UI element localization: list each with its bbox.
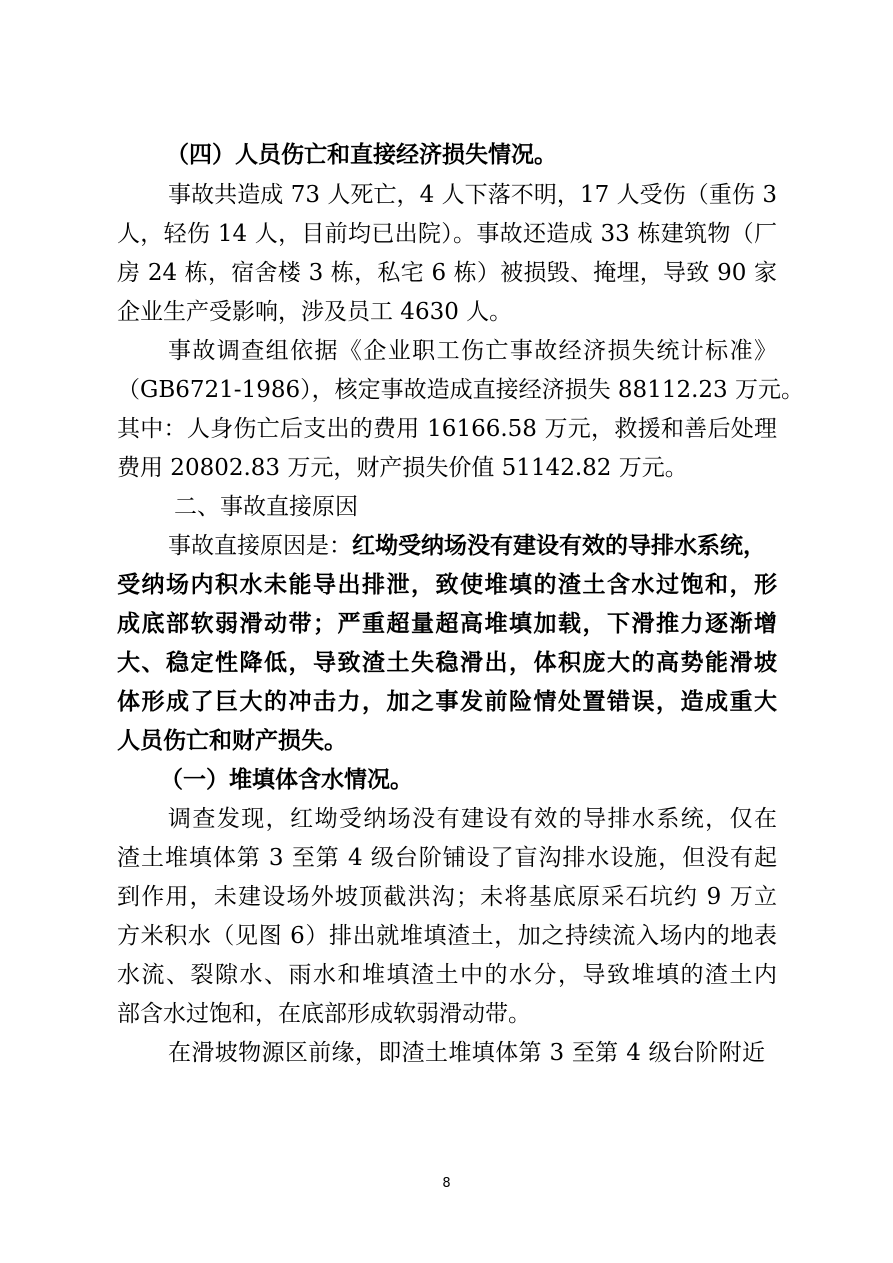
- paragraph-line: 事故共造成 73 人死亡，4 人下落不明，17 人受伤（重伤 3: [168, 182, 777, 208]
- paragraph-line: 部含水过饱和，在底部形成软弱滑动带。: [117, 1001, 531, 1027]
- paragraph-line-bold: 成底部软弱滑动带；严重超量超高堆填加载，下滑推力逐渐增: [117, 610, 777, 637]
- paragraph-line: 在滑坡物源区前缘，即渣土堆填体第 3 至第 4 级台阶附近: [168, 1040, 765, 1066]
- section-heading-water-content: （一）堆填体含水情况。: [160, 766, 413, 793]
- paragraph-line-bold: 大、稳定性降低，导致渣土失稳滑出，体积庞大的高势能滑坡: [117, 649, 777, 676]
- paragraph-line: 房 24 栋，宿舍楼 3 栋，私宅 6 栋）被损毁、掩埋，导致 90 家: [117, 260, 777, 286]
- paragraph-line: 费用 20802.83 万元，财产损失价值 51142.82 万元。: [117, 455, 688, 481]
- paragraph-line: 企业生产受影响，涉及员工 4630 人。: [117, 299, 513, 325]
- section-heading-direct-cause: 二、事故直接原因: [174, 494, 358, 520]
- paragraph-line-bold: 体形成了巨大的冲击力，加之事发前险情处置错误，造成重大: [117, 688, 777, 715]
- paragraph-line: 其中：人身伤亡后支出的费用 16166.58 万元，救援和善后处理: [117, 416, 777, 442]
- paragraph-line: 调查发现，红坳受纳场没有建设有效的导排水系统，仅在: [168, 806, 777, 832]
- paragraph-line: 方米积水（见图 6）排出就堆填渣土，加之持续流入场内的地表: [117, 923, 777, 949]
- paragraph-line: 到作用，未建设场外坡顶截洪沟；未将基底原采石坑约 9 万立: [117, 884, 777, 910]
- paragraph-line: 人，轻伤 14 人，目前均已出院）。事故还造成 33 栋建筑物（厂: [117, 221, 777, 247]
- cause-intro-text: 事故直接原因是：: [168, 533, 352, 559]
- paragraph-line: （GB6721-1986），核定事故造成直接经济损失 88112.23 万元。: [117, 377, 804, 403]
- page-number: 8: [442, 1176, 451, 1191]
- paragraph-line: 水流、裂隙水、雨水和堆填渣土中的水分，导致堆填的渣土内: [117, 962, 777, 988]
- paragraph-line: 事故调查组依据《企业职工伤亡事故经济损失统计标准》: [168, 338, 777, 364]
- paragraph-line: 渣土堆填体第 3 至第 4 级台阶铺设了盲沟排水设施，但没有起: [117, 845, 777, 871]
- cause-emphasis-text: 红坳受纳场没有建设有效的导排水系统，: [352, 532, 766, 559]
- paragraph-line-bold: 受纳场内积水未能导出排泄，致使堆填的渣土含水过饱和，形: [117, 571, 777, 598]
- section-heading-casualties: （四）人员伤亡和直接经济损失情况。: [166, 141, 557, 168]
- paragraph-line-bold: 人员伤亡和财产损失。: [117, 727, 347, 754]
- paragraph-line: [168, 526, 777, 566]
